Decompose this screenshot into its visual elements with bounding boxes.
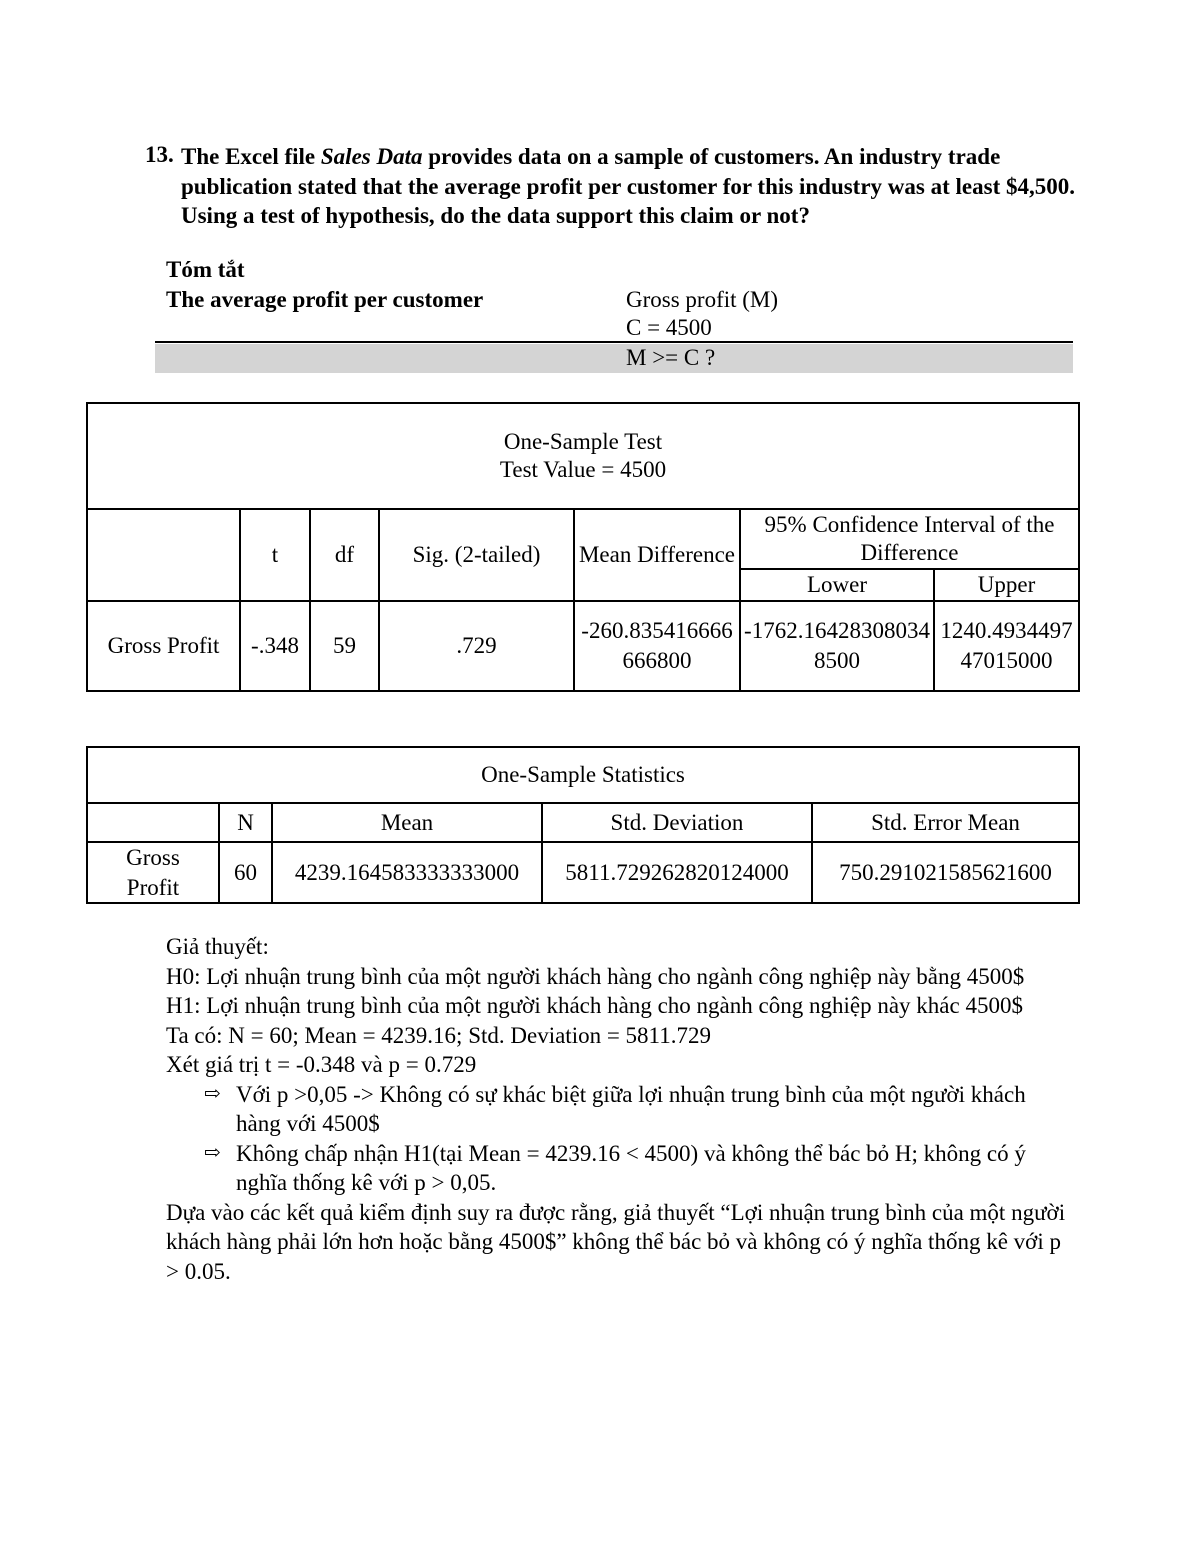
test-values: Xét giá trị t = -0.348 và p = 0.729 — [166, 1052, 477, 1077]
test-caption-value: Test Value = 4500 — [499, 457, 667, 482]
null-hypothesis: H0: Lợi nhuận trung bình của một người khách hàng cho ngành công nghiệp này bằng 4500$ — [166, 963, 1025, 989]
question-text-start: The Excel file — [181, 144, 321, 169]
one-sample-test-caption — [87, 403, 1079, 509]
question-number: 13. — [145, 142, 174, 167]
test-row-label: Gross Profit — [87, 601, 240, 691]
test-header-confidence-interval: 95% Confidence Interval of the Difference — [740, 509, 1079, 569]
stats-header-std-deviation: Std. Deviation — [542, 803, 812, 842]
given-values: Ta có: N = 60; Mean = 4239.16; Std. Deviation = 5811.729 — [166, 1022, 711, 1048]
test-header-t: t — [240, 509, 310, 601]
test-row-mean-difference: -260.835416666666800 — [574, 601, 740, 691]
bullet-1-text: Với p >0,05 -> Không có sự khác biệt giữa lợi nhuận trung bình của một người khách hàng với 4500$ — [236, 1081, 1026, 1136]
question-text — [181, 142, 1101, 231]
question-text-end: provides data on a sample of customers. An industry trade publication stated that the average profit per customer for this industry was at least $4,500. Using a test of hypothesis, do the data support this claim or not? — [181, 144, 1075, 228]
statistics-caption: One-Sample Statistics — [87, 747, 1079, 803]
summary-shaded-band — [155, 344, 1073, 373]
test-header-lower: Lower — [740, 569, 934, 601]
summary-label: The average profit per customer — [166, 287, 484, 312]
stats-row-n: 60 — [219, 842, 272, 903]
test-header-sig: Sig. (2-tailed) — [379, 509, 574, 601]
one-sample-statistics-table — [86, 746, 1080, 904]
test-header-upper: Upper — [934, 569, 1079, 601]
summary-title: Tóm tắt — [166, 257, 245, 282]
stats-header-n: N — [219, 803, 272, 842]
test-header-df: df — [310, 509, 379, 601]
summary-variable: Gross profit (M) — [626, 287, 779, 312]
test-header-mean-difference: Mean Difference — [574, 509, 740, 601]
test-row-lower: -1762.164283080348500 — [740, 601, 934, 691]
stats-header-mean: Mean — [272, 803, 542, 842]
arrow-icon: ⇨ — [204, 1082, 221, 1105]
stats-row-mean: 4239.164583333333000 — [272, 842, 542, 903]
alternative-hypothesis: H1: Lợi nhuận trung bình của một người khách hàng cho ngành công nghiệp này khác 4500$ — [166, 993, 1023, 1018]
test-row-t: -.348 — [240, 601, 310, 691]
stats-row-std-deviation: 5811.729262820124000 — [542, 842, 812, 903]
one-sample-test-table — [86, 402, 1080, 692]
stats-row-label: Gross Profit — [87, 842, 219, 903]
summary-constant: C = 4500 — [626, 315, 712, 340]
test-row-sig: .729 — [379, 601, 574, 691]
test-caption-title: One-Sample Test — [503, 428, 663, 454]
stats-header-blank — [87, 803, 219, 842]
conclusion-bullet-1 — [166, 1080, 1071, 1139]
question-file-name: Sales Data — [320, 144, 423, 169]
bullet-2-text: Không chấp nhận H1(tại Mean = 4239.16 < 4500) và không thể bác bỏ H; không có ý nghĩa thống kê với p > 0,05. — [236, 1140, 1026, 1195]
final-conclusion: Dựa vào các kết quả kiểm định suy ra được rằng, giả thuyết “Lợi nhuận trung bình của một người khách hàng phải lớn hơn hoặc bằng 4500$” không thể bác bỏ và không có ý nghĩa thống kê với p > 0.05. — [166, 1199, 1066, 1284]
test-header-blank — [87, 509, 240, 601]
test-row-df: 59 — [310, 601, 379, 691]
summary-hypothesis: M >= C ? — [626, 345, 716, 370]
summary-divider — [155, 341, 1073, 343]
arrow-icon: ⇨ — [204, 1141, 221, 1164]
test-row-upper: 1240.493449747015000 — [934, 601, 1079, 691]
stats-header-std-error-mean: Std. Error Mean — [812, 803, 1079, 842]
conclusion-bullet-2 — [166, 1139, 1071, 1198]
stats-row-std-error-mean: 750.291021585621600 — [812, 842, 1079, 903]
hypothesis-heading: Giả thuyết: — [166, 934, 269, 959]
analysis-section — [166, 932, 1071, 1286]
